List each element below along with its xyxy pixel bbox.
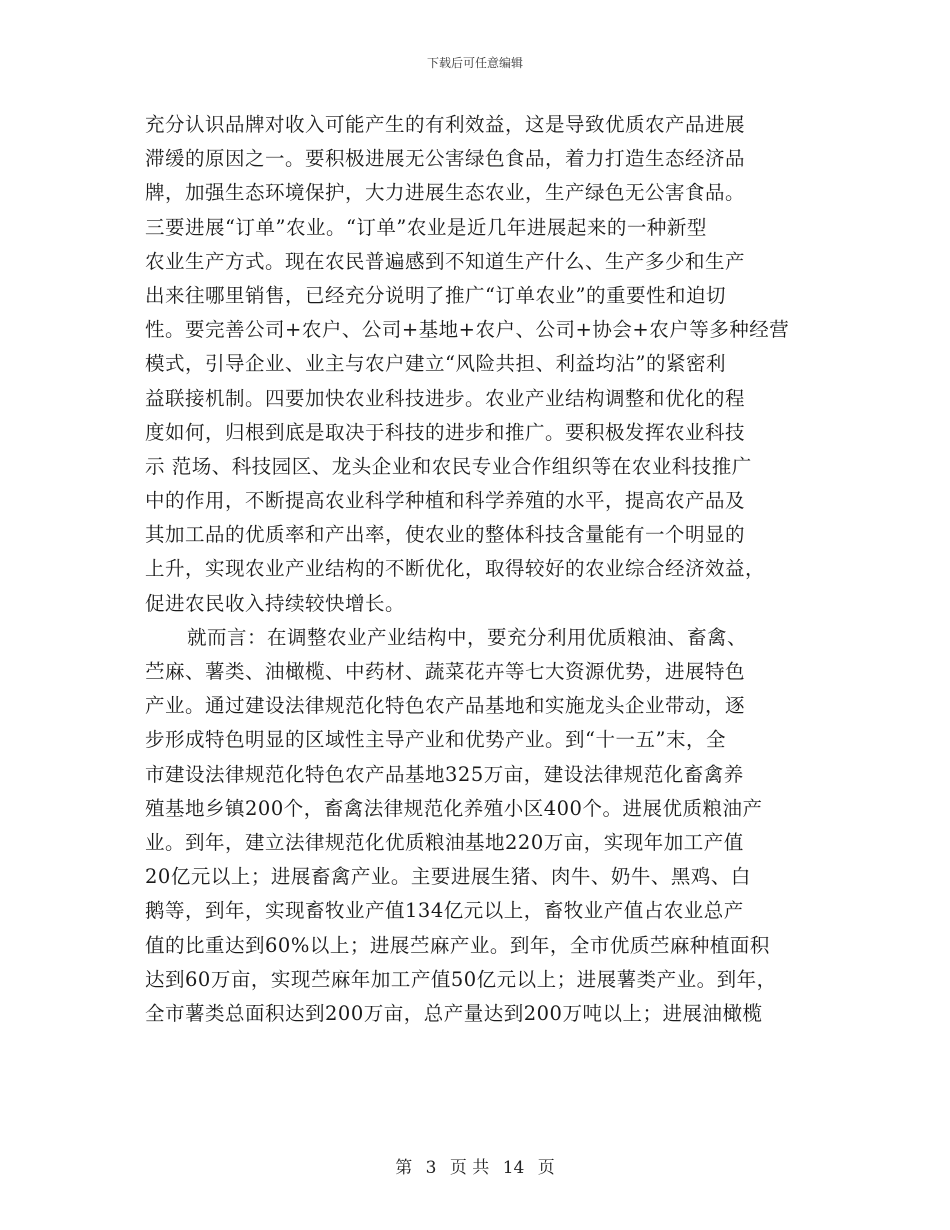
text-line: 出来往哪里销售，已经充分说明了推广“订单农业”的重要性和迫切 [145, 283, 726, 307]
paragraph-first-line: 就而言：在调整农业产业结构中，要充分利用优质粮油、畜禽、 [187, 625, 748, 649]
text-line: 性。要完善公司+农户、公司+基地+农户、公司+协会+农户等多种经营 [145, 318, 790, 342]
text-line: 其加工品的优质率和产出率，使农业的整体科技含量能有一个明显的 [145, 523, 746, 547]
text-line: 示 范场、科技园区、龙头企业和农民专业合作组织等在农业科技推广 [145, 454, 752, 478]
footer-prefix: 第 [395, 1158, 413, 1178]
text-line: 市建设法律规范化特色农产品基地325万亩，建设法律规范化畜禽养 [145, 762, 744, 786]
page-footer [0, 1153, 950, 1178]
text-line: 值的比重达到60%以上；进展苎麻产业。到年，全市优质苎麻种植面积 [145, 933, 770, 957]
footer-suffix: 页 [537, 1158, 555, 1178]
text-line: 苎麻、薯类、油橄榄、中药材、蔬菜花卉等七大资源优势，进展特色 [145, 660, 746, 683]
text-line: 度如何，归根到底是取决于科技的进步和推广。要积极发挥农业科技 [145, 420, 746, 444]
text-line: 殖基地乡镇200个，畜禽法律规范化养殖小区400个。进展优质粮油产 [145, 796, 763, 820]
text-line: 产业。通过建设法律规范化特色农产品基地和实施龙头企业带动，逐 [145, 694, 746, 718]
text-line: 农业生产方式。现在农民普遍感到不知道生产什么、生产多少和生产 [145, 249, 746, 273]
total-pages: 14 [502, 1158, 525, 1178]
document-body [145, 108, 835, 1031]
text-line: 鹅等，到年，实现畜牧业产值134亿元以上，畜牧业产值占农业总产 [145, 899, 744, 923]
text-line: 步形成特色明显的区域性主导产业和优势产业。到“十一五”末，全 [145, 728, 726, 752]
text-line: 益联接机制。四要加快农业科技进步。农业产业结构调整和优化的程 [145, 386, 746, 410]
text-line: 中的作用，不断提高农业科学种植和科学养殖的水平，提高农产品及 [145, 489, 746, 513]
header-note: 下载后可任意编辑 [426, 56, 523, 70]
text-line: 上升，实现农业产业结构的不断优化，取得较好的农业综合经济效益， [145, 557, 766, 581]
text-line: 牌，加强生态环境保护，大力进展生态农业，生产绿色无公害食品。 [145, 181, 746, 205]
text-line: 20亿元以上；进展畜禽产业。主要进展生猪、肉牛、奶牛、黑鸡、白 [145, 865, 751, 889]
text-line: 促进农民收入持续较快增长。 [145, 591, 406, 615]
page-number: 3 [425, 1158, 437, 1178]
text-line: 模式，引导企业、业主与农户建立“风险共担、利益均沾”的紧密利 [145, 352, 726, 376]
text-line: 业。到年，建立法律规范化优质粮油基地220万亩，实现年加工产值 [145, 830, 744, 854]
text-line: 全市薯类总面积达到200万亩，总产量达到200万吨以上；进展油橄榄 [145, 1001, 763, 1025]
footer-middle: 页 共 [449, 1158, 490, 1178]
text-line: 滞缓的原因之一。要积极进展无公害绿色食品，着力打造生态经济品 [145, 147, 746, 171]
text-line: 三要进展“订单”农业。“订单”农业是近几年进展起来的一种新型 [145, 215, 707, 239]
text-line: 达到60万亩，实现苎麻年加工产值50亿元以上；进展薯类产业。到年， [145, 967, 777, 991]
text-line: 充分认识品牌对收入可能产生的有利效益，这是导致优质农产品进展 [145, 113, 746, 136]
